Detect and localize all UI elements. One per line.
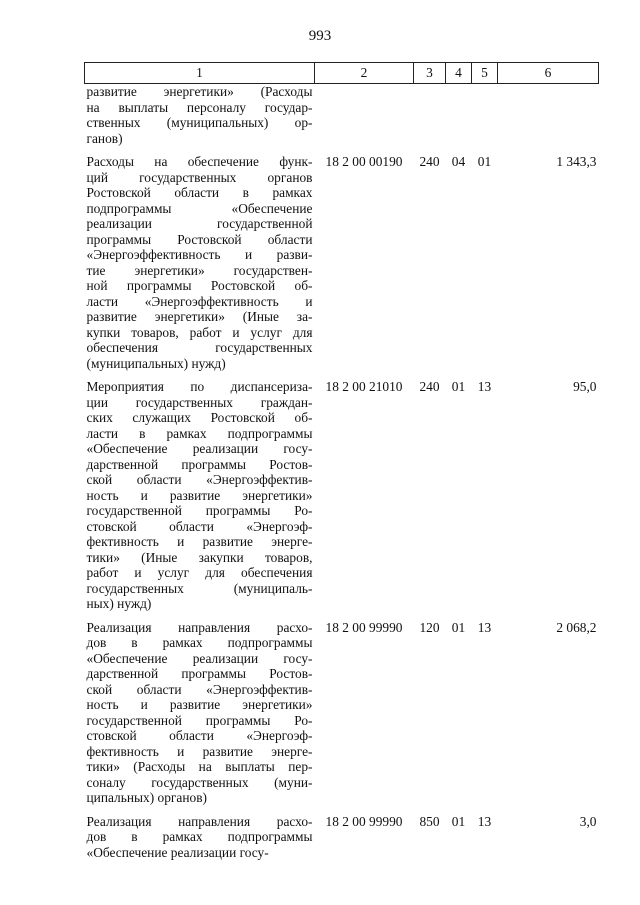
section-code [446, 84, 472, 147]
description-line: ций государственных органов [86, 169, 313, 185]
description-line: государственных (муниципаль- [86, 580, 313, 596]
description-line: тие энергетики» государствен- [86, 262, 313, 278]
description-line: тики» (Иные закупки товаров, [86, 549, 313, 565]
description-line: «Обеспечение реализации госу- [86, 650, 313, 666]
description-line: ных) нужд) [86, 596, 152, 611]
description-line: Реализация направления расхо- [86, 619, 313, 635]
expense-type-code [414, 84, 446, 147]
column-header: 2 [315, 63, 414, 84]
column-header: 1 [85, 63, 315, 84]
description-line: ласти в рамках подпрограммы [86, 425, 313, 441]
description-line: «Обеспечение реализации госу- [86, 844, 269, 860]
expense-description [85, 84, 315, 147]
description-line: (муниципальных) нужд) [86, 355, 226, 371]
amount-value: 3,0 [579, 813, 597, 829]
subsection-code [472, 84, 498, 147]
description-line: ганов) [86, 130, 123, 146]
description-line: программы Ростовской области [86, 231, 313, 247]
target-article-code: 18 2 00 21010 [325, 379, 403, 394]
page-number: 993 [308, 28, 332, 44]
description-line: дарственной программы Ростов- [86, 666, 313, 681]
description-line: фективность и развитие энерге- [86, 534, 313, 549]
amount-value [498, 84, 599, 147]
target-article-code: 18 2 00 00190 [325, 154, 403, 169]
description-line: Мероприятия по диспансериза- [86, 379, 313, 394]
header-row [85, 63, 599, 84]
description-line: ность и развитие энергетики» [86, 697, 313, 712]
table-row [85, 84, 599, 147]
budget-table [84, 62, 599, 860]
amount-value: 95,0 [573, 379, 597, 394]
subsection-code: 13 [477, 379, 492, 394]
description-line: Реализация направления расхо- [86, 813, 313, 829]
subsection-code: 01 [477, 154, 492, 169]
row-spacer-cell [85, 371, 599, 379]
column-header: 4 [446, 63, 472, 84]
description-line: купки товаров, работ и услуг для [86, 324, 313, 340]
description-line: «Обеспечение реализации госу- [86, 441, 313, 456]
description-line: государственной программы Ро- [86, 503, 313, 518]
row-spacer [85, 371, 599, 379]
description-line: обеспечения государственных [86, 340, 313, 355]
target-article-code: 18 2 00 99990 [325, 813, 403, 829]
description-line: ципальных) органов) [86, 790, 207, 805]
row-spacer [85, 146, 599, 154]
description-line: ской области «Энергоэффектив- [86, 681, 313, 697]
description-line: ской области «Энергоэффектив- [86, 472, 313, 487]
description-line: Ростовской области в рамках [86, 185, 313, 200]
section-code: 04 [451, 154, 466, 169]
description-line: ность и развитие энергетики» [86, 487, 313, 503]
description-line: «Энергоэффективность и разви- [86, 247, 313, 262]
description-line: фективность и развитие энерге- [86, 743, 313, 759]
column-header: 5 [472, 63, 498, 84]
description-line: развитие энергетики» (Расходы [86, 84, 313, 99]
description-line: дарственной программы Ростов- [86, 456, 313, 472]
amount-value: 2 068,2 [556, 619, 597, 635]
description-line: тики» (Расходы на выплаты пер- [86, 759, 313, 774]
target-article-code [315, 84, 414, 147]
row-spacer-cell [85, 806, 599, 814]
target-article-code: 18 2 00 99990 [325, 619, 403, 635]
description-line: стовской области «Энергоэф- [86, 518, 313, 534]
column-header: 3 [414, 63, 446, 84]
subsection-code: 13 [477, 619, 492, 635]
description-line: ции государственных граждан- [86, 394, 313, 410]
description-line: ласти «Энергоэффективность и [86, 293, 313, 309]
expense-description [85, 154, 315, 371]
description-line: стовской области «Энергоэф- [86, 728, 313, 743]
expense-type-code: 120 [419, 619, 440, 635]
description-line: соналу государственных (муни- [86, 774, 313, 790]
table-body [85, 84, 599, 861]
row-spacer-cell [85, 146, 599, 154]
description-line: реализации государственной [86, 216, 313, 231]
description-line: подпрограммы «Обеспечение [86, 200, 313, 216]
expense-type-code: 240 [419, 379, 440, 394]
table-row [85, 814, 599, 861]
section-code: 01 [451, 619, 466, 635]
description-line: государственной программы Ро- [86, 712, 313, 728]
row-spacer [85, 612, 599, 620]
expense-description [85, 814, 315, 861]
description-line: на выплаты персоналу государ- [86, 99, 313, 115]
amount-value: 1 343,3 [556, 154, 597, 169]
description-line: Расходы на обеспечение функ- [86, 154, 313, 169]
table-row [85, 620, 599, 806]
table-row [85, 154, 599, 371]
description-line: ственных (муниципальных) ор- [86, 115, 313, 130]
description-line: дов в рамках подпрограммы [86, 829, 313, 844]
row-spacer-cell [85, 612, 599, 620]
expense-description [85, 620, 315, 806]
subsection-code: 13 [477, 813, 492, 829]
expense-type-code: 240 [419, 154, 440, 169]
description-line: развитие энергетики» (Иные за- [86, 309, 313, 324]
column-header: 6 [498, 63, 599, 84]
table-row [85, 379, 599, 612]
section-code: 01 [451, 813, 466, 829]
section-code: 01 [451, 379, 466, 394]
expense-type-code: 850 [419, 813, 440, 829]
description-line: ских служащих Ростовской об- [86, 410, 313, 425]
row-spacer [85, 806, 599, 814]
expense-description [85, 379, 315, 612]
description-line: ной программы Ростовской об- [86, 278, 313, 293]
description-line: дов в рамках подпрограммы [86, 635, 313, 650]
description-line: работ и услуг для обеспечения [86, 565, 313, 580]
